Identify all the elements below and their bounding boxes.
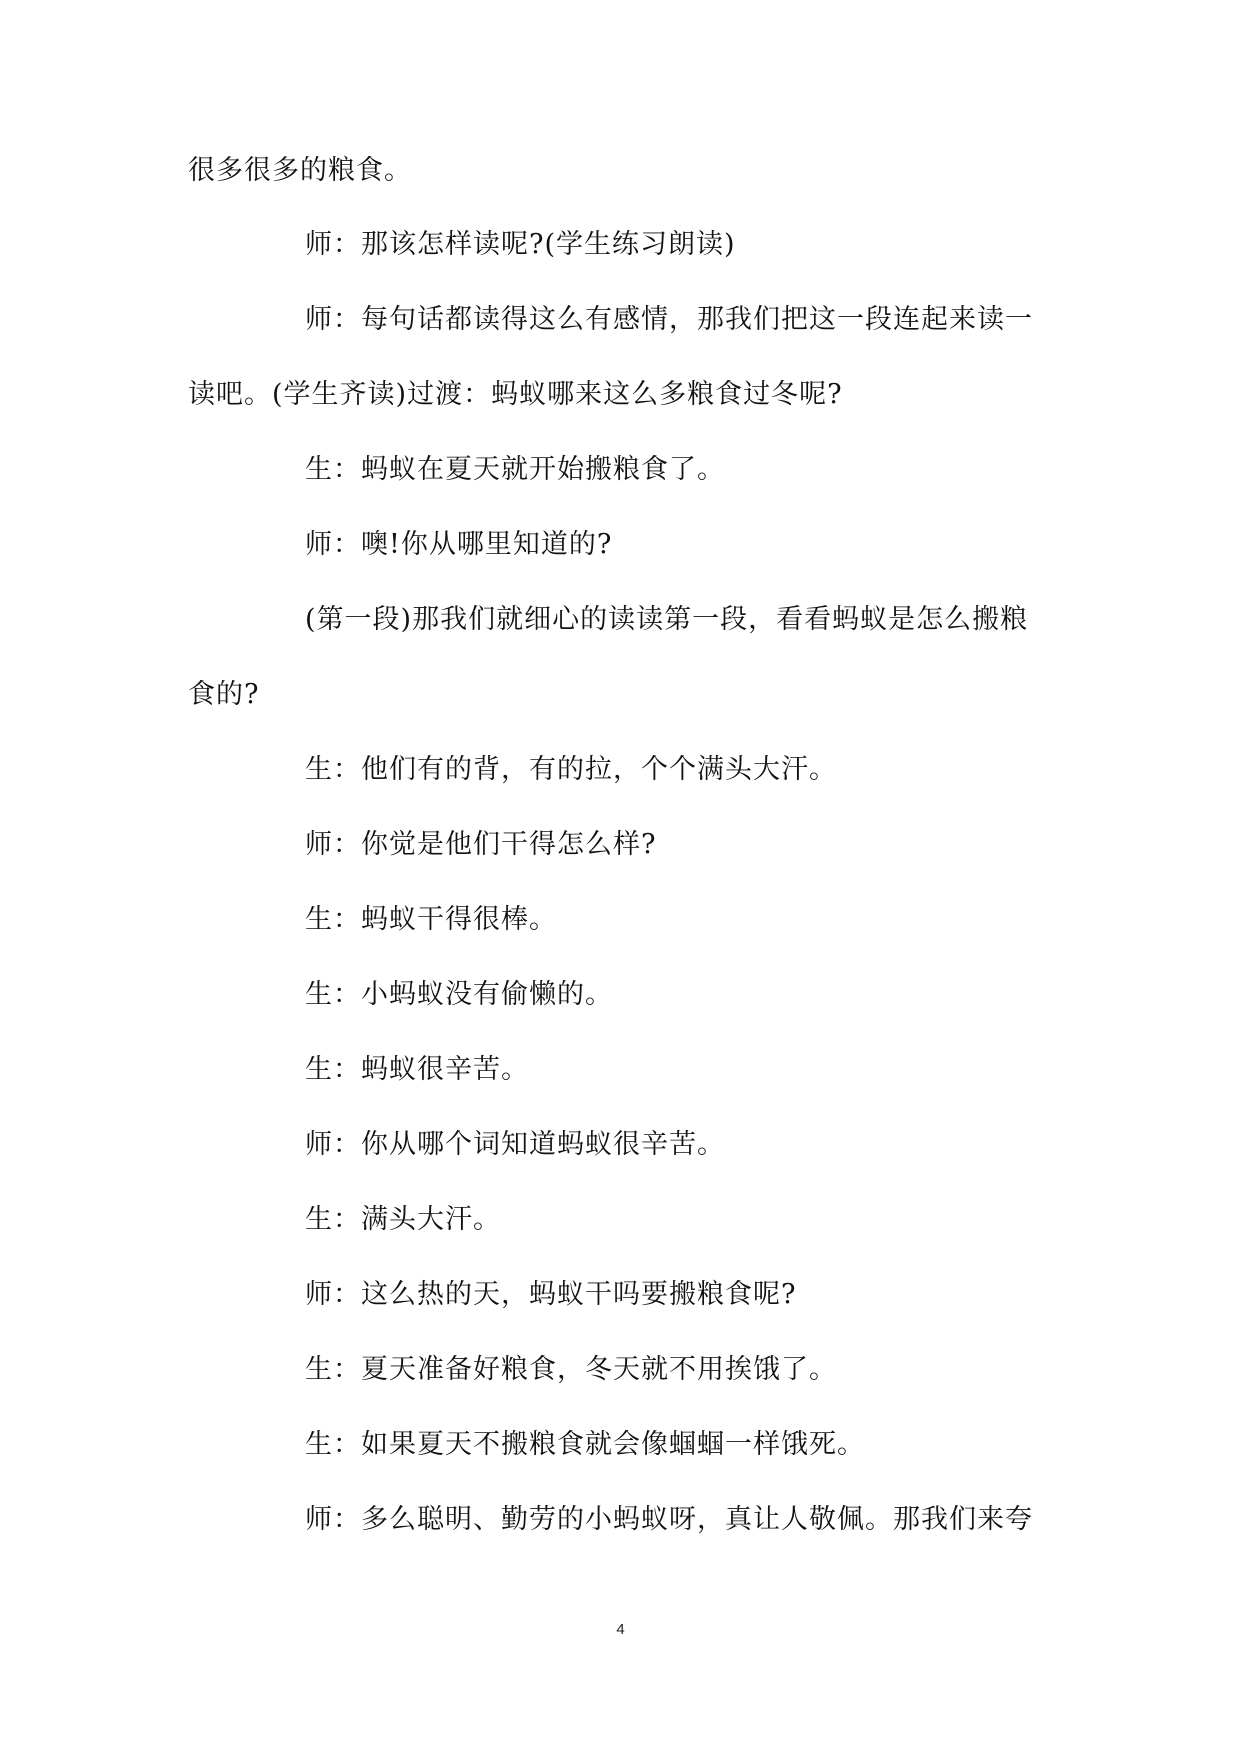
page-number: 4	[616, 1621, 625, 1638]
text-line-13: 生：蚂蚁很辛苦。	[305, 1054, 529, 1085]
text-line-8: 食的?	[188, 679, 260, 710]
text-line-1: 很多很多的粮食。	[188, 155, 412, 186]
text-line-12: 生：小蚂蚁没有偷懒的。	[305, 979, 613, 1010]
text-line-9: 生：他们有的背，有的拉，个个满头大汗。	[305, 754, 837, 785]
text-line-6: 师：噢!你从哪里知道的?	[305, 529, 613, 560]
text-line-18: 生：如果夏天不搬粮食就会像蝈蝈一样饿死。	[305, 1429, 865, 1460]
text-line-15: 生：满头大汗。	[305, 1204, 501, 1235]
text-line-3: 师：每句话都读得这么有感情，那我们把这一段连起来读一	[305, 304, 1033, 335]
text-line-19: 师：多么聪明、勤劳的小蚂蚁呀，真让人敬佩。那我们来夸	[305, 1504, 1033, 1535]
text-line-4: 读吧。(学生齐读)过渡：蚂蚁哪来这么多粮食过冬呢?	[188, 379, 843, 410]
text-line-17: 生：夏天准备好粮食，冬天就不用挨饿了。	[305, 1354, 837, 1385]
text-line-2: 师：那该怎样读呢?(学生练习朗读)	[305, 229, 736, 260]
text-line-16: 师：这么热的天，蚂蚁干吗要搬粮食呢?	[305, 1279, 797, 1310]
text-line-5: 生：蚂蚁在夏天就开始搬粮食了。	[305, 454, 725, 485]
text-line-10: 师：你觉是他们干得怎么样?	[305, 829, 657, 860]
text-line-7: (第一段)那我们就细心的读读第一段，看看蚂蚁是怎么搬粮	[305, 604, 1029, 635]
text-line-11: 生：蚂蚁干得很棒。	[305, 904, 557, 935]
text-line-14: 师：你从哪个词知道蚂蚁很辛苦。	[305, 1129, 725, 1160]
